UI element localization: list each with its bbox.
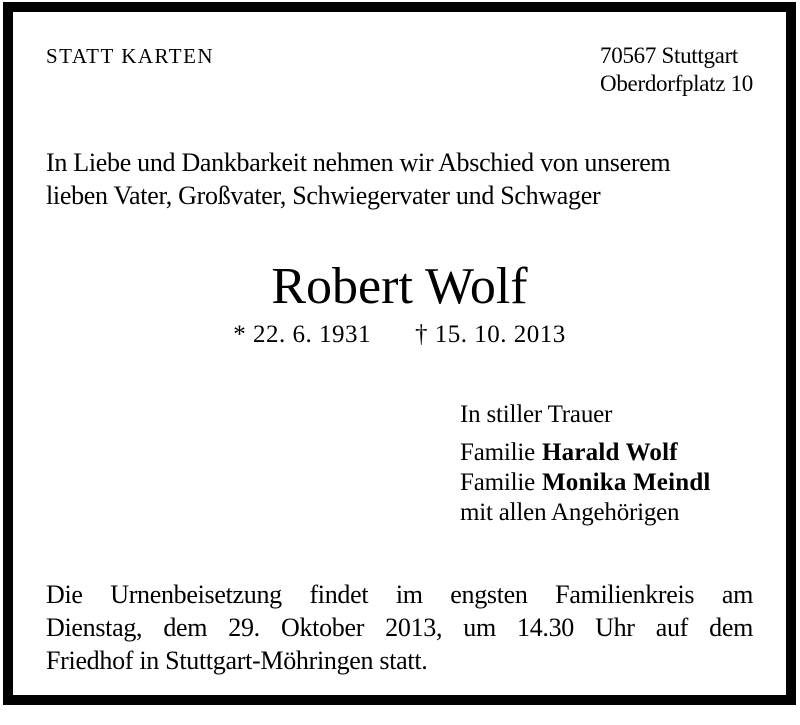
intro-paragraph bbox=[46, 146, 753, 212]
death-date: † 15. 10. 2013 bbox=[415, 320, 566, 350]
life-dates bbox=[46, 320, 753, 350]
family-name: Monika Meindl bbox=[542, 469, 711, 496]
deceased-block bbox=[46, 256, 753, 350]
family-name: Harald Wolf bbox=[542, 439, 678, 466]
intro-line-2: lieben Vater, Großvater, Schwiegervater und Schwager bbox=[46, 179, 753, 212]
family-prefix: Familie bbox=[460, 469, 535, 496]
funeral-line-2: Dienstag, dem 29. Oktober 2013, um 14.30 Uhr auf dem bbox=[46, 611, 753, 644]
obituary-content bbox=[13, 42, 786, 725]
family-prefix: Familie bbox=[460, 439, 535, 466]
funeral-line-1: Die Urnenbeisetzung findet im engsten Familienkreis am bbox=[46, 578, 753, 611]
deceased-name: Robert Wolf bbox=[46, 256, 753, 318]
family-line bbox=[460, 438, 753, 468]
obituary-frame bbox=[3, 2, 796, 705]
birth-date: * 22. 6. 1931 bbox=[233, 320, 371, 350]
mourning-closing: mit allen Angehörigen bbox=[460, 498, 753, 528]
intro-line-1: In Liebe und Dankbarkeit nehmen wir Abschied von unserem bbox=[46, 146, 753, 179]
address-line-city: 70567 Stuttgart bbox=[600, 42, 753, 70]
mourning-intro: In stiller Trauer bbox=[460, 400, 753, 430]
header-row bbox=[46, 42, 753, 98]
address-line-street: Oberdorfplatz 10 bbox=[600, 70, 753, 98]
funeral-line-3: Friedhof in Stuttgart-Möhringen statt. bbox=[46, 644, 753, 677]
funeral-paragraph bbox=[46, 578, 753, 677]
mourning-families bbox=[460, 438, 753, 528]
family-line bbox=[460, 468, 753, 498]
address-block bbox=[600, 42, 753, 98]
statt-karten-label: STATT KARTEN bbox=[46, 42, 214, 70]
mourning-block bbox=[460, 400, 753, 528]
